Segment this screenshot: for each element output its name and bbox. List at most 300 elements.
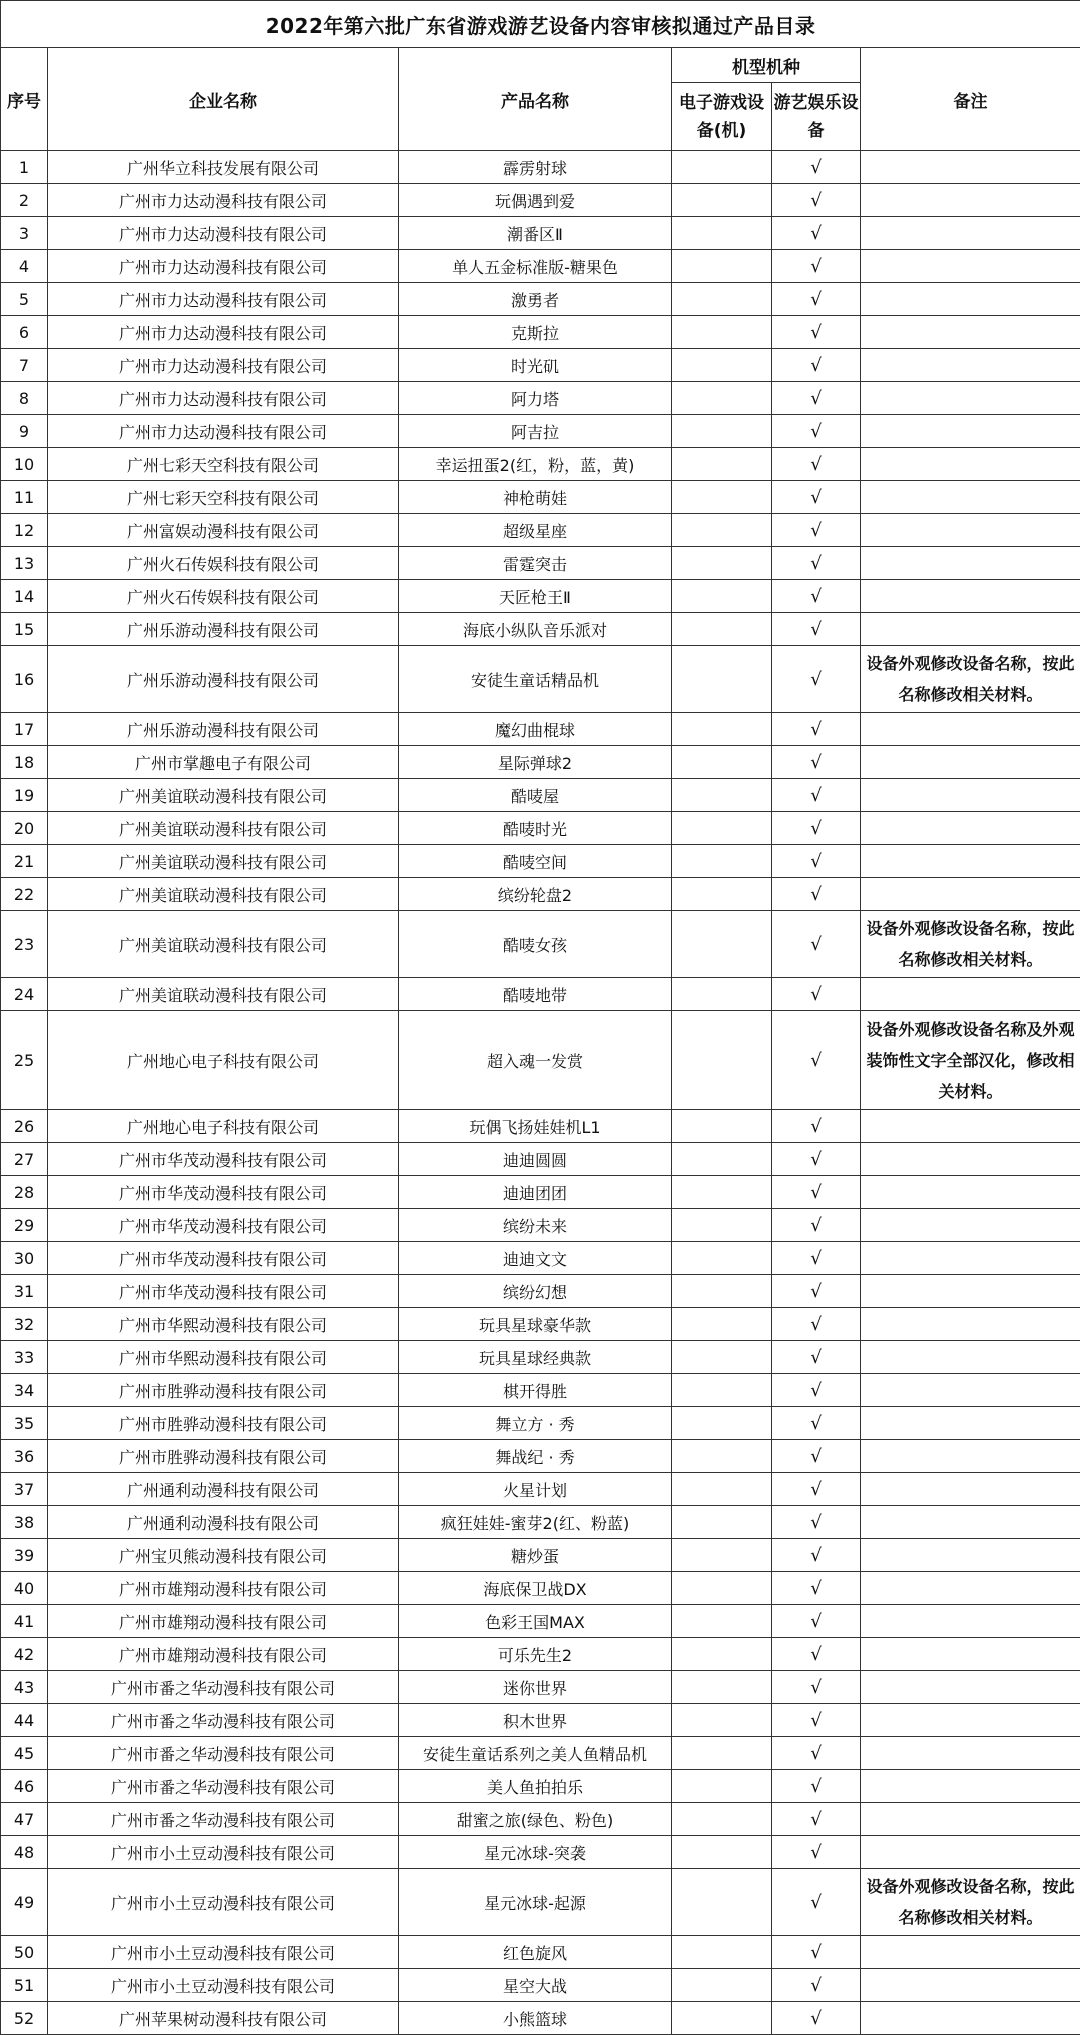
table-row	[1, 1143, 1080, 1176]
row-note	[861, 1110, 1080, 1143]
row-type-electronic	[672, 1704, 772, 1737]
row-seq: 32	[1, 1308, 48, 1341]
table-row	[1, 1440, 1080, 1473]
table-row	[1, 316, 1080, 349]
row-seq: 16	[1, 646, 48, 713]
row-note	[861, 1969, 1080, 2002]
row-type-electronic	[672, 1803, 772, 1836]
row-company: 广州市小土豆动漫科技有限公司	[48, 1936, 399, 1969]
row-product: 雷霆突击	[399, 547, 672, 580]
row-company: 广州市雄翔动漫科技有限公司	[48, 1638, 399, 1671]
header-type-electronic: 电子游戏设备(机)	[672, 83, 772, 151]
row-type-amusement: √	[772, 316, 861, 349]
table-row	[1, 613, 1080, 646]
row-note	[861, 580, 1080, 613]
table-row	[1, 349, 1080, 382]
row-type-electronic	[672, 514, 772, 547]
row-company: 广州市番之华动漫科技有限公司	[48, 1737, 399, 1770]
row-note	[861, 1176, 1080, 1209]
row-type-amusement: √	[772, 1011, 861, 1110]
row-type-electronic	[672, 978, 772, 1011]
header-company: 企业名称	[48, 48, 399, 151]
table-row	[1, 1836, 1080, 1869]
row-note	[861, 448, 1080, 481]
row-type-amusement: √	[772, 217, 861, 250]
table-row	[1, 1803, 1080, 1836]
row-type-amusement: √	[772, 1869, 861, 1936]
row-product: 克斯拉	[399, 316, 672, 349]
row-product: 迷你世界	[399, 1671, 672, 1704]
row-seq: 6	[1, 316, 48, 349]
row-product: 潮番区Ⅱ	[399, 217, 672, 250]
row-company: 广州市华茂动漫科技有限公司	[48, 1242, 399, 1275]
row-company: 广州市雄翔动漫科技有限公司	[48, 1605, 399, 1638]
row-seq: 22	[1, 878, 48, 911]
row-company: 广州市力达动漫科技有限公司	[48, 382, 399, 415]
row-company: 广州美谊联动漫科技有限公司	[48, 911, 399, 978]
row-seq: 2	[1, 184, 48, 217]
row-type-amusement: √	[772, 1572, 861, 1605]
row-type-amusement: √	[772, 349, 861, 382]
row-type-electronic	[672, 448, 772, 481]
row-type-amusement: √	[772, 978, 861, 1011]
row-note	[861, 1506, 1080, 1539]
row-product: 可乐先生2	[399, 1638, 672, 1671]
row-note	[861, 1638, 1080, 1671]
row-type-amusement: √	[772, 1969, 861, 2002]
table-row	[1, 481, 1080, 514]
row-type-amusement: √	[772, 547, 861, 580]
table-row	[1, 978, 1080, 1011]
table-row	[1, 1176, 1080, 1209]
row-seq: 26	[1, 1110, 48, 1143]
row-type-amusement: √	[772, 1407, 861, 1440]
row-type-electronic	[672, 2002, 772, 2035]
row-note	[861, 1936, 1080, 1969]
row-seq: 20	[1, 812, 48, 845]
row-product: 缤纷幻想	[399, 1275, 672, 1308]
row-type-electronic	[672, 217, 772, 250]
row-note: 设备外观修改设备名称，按此名称修改相关材料。	[861, 646, 1080, 713]
row-company: 广州七彩天空科技有限公司	[48, 481, 399, 514]
row-product: 超级星座	[399, 514, 672, 547]
table-row	[1, 1869, 1080, 1936]
table-row	[1, 1605, 1080, 1638]
row-type-electronic	[672, 1770, 772, 1803]
row-seq: 29	[1, 1209, 48, 1242]
row-seq: 51	[1, 1969, 48, 2002]
row-seq: 46	[1, 1770, 48, 1803]
row-note	[861, 250, 1080, 283]
row-company: 广州市胜骅动漫科技有限公司	[48, 1440, 399, 1473]
row-note	[861, 1407, 1080, 1440]
row-product: 玩具星球经典款	[399, 1341, 672, 1374]
row-company: 广州宝贝熊动漫科技有限公司	[48, 1539, 399, 1572]
row-product: 酷唛空间	[399, 845, 672, 878]
row-note	[861, 613, 1080, 646]
row-note	[861, 481, 1080, 514]
row-product: 色彩王国MAX	[399, 1605, 672, 1638]
row-type-amusement: √	[772, 779, 861, 812]
row-type-amusement: √	[772, 1539, 861, 1572]
row-type-electronic	[672, 1473, 772, 1506]
row-type-electronic	[672, 845, 772, 878]
row-note	[861, 845, 1080, 878]
row-type-electronic	[672, 1242, 772, 1275]
row-type-amusement: √	[772, 1242, 861, 1275]
row-type-amusement: √	[772, 1704, 861, 1737]
row-type-amusement: √	[772, 1308, 861, 1341]
row-seq: 7	[1, 349, 48, 382]
row-product: 美人鱼拍拍乐	[399, 1770, 672, 1803]
row-company: 广州市华茂动漫科技有限公司	[48, 1176, 399, 1209]
table-row	[1, 1671, 1080, 1704]
row-type-amusement: √	[772, 1803, 861, 1836]
row-seq: 8	[1, 382, 48, 415]
row-type-electronic	[672, 746, 772, 779]
row-type-electronic	[672, 779, 772, 812]
row-note	[861, 316, 1080, 349]
table-row	[1, 1011, 1080, 1110]
row-seq: 5	[1, 283, 48, 316]
row-seq: 4	[1, 250, 48, 283]
table-row	[1, 250, 1080, 283]
row-company: 广州市力达动漫科技有限公司	[48, 349, 399, 382]
row-type-electronic	[672, 1308, 772, 1341]
row-seq: 31	[1, 1275, 48, 1308]
row-company: 广州市小土豆动漫科技有限公司	[48, 1969, 399, 2002]
row-company: 广州苹果树动漫科技有限公司	[48, 2002, 399, 2035]
row-seq: 42	[1, 1638, 48, 1671]
row-type-amusement: √	[772, 448, 861, 481]
row-note	[861, 151, 1080, 184]
row-product: 舞立方 · 秀	[399, 1407, 672, 1440]
table-row	[1, 415, 1080, 448]
table-row	[1, 812, 1080, 845]
row-type-amusement: √	[772, 514, 861, 547]
row-type-amusement: √	[772, 812, 861, 845]
table-row	[1, 2002, 1080, 2035]
row-type-electronic	[672, 151, 772, 184]
row-company: 广州市番之华动漫科技有限公司	[48, 1803, 399, 1836]
row-type-amusement: √	[772, 481, 861, 514]
table-row	[1, 746, 1080, 779]
row-type-amusement: √	[772, 151, 861, 184]
row-type-amusement: √	[772, 1341, 861, 1374]
table-row	[1, 1539, 1080, 1572]
row-type-electronic	[672, 1572, 772, 1605]
row-company: 广州市华熙动漫科技有限公司	[48, 1308, 399, 1341]
row-product: 疯狂娃娃-蜜芽2(红、粉蓝)	[399, 1506, 672, 1539]
row-note	[861, 1605, 1080, 1638]
row-company: 广州美谊联动漫科技有限公司	[48, 779, 399, 812]
table-row	[1, 646, 1080, 713]
row-note	[861, 1836, 1080, 1869]
row-type-electronic	[672, 812, 772, 845]
row-product: 酷唛屋	[399, 779, 672, 812]
table-row	[1, 911, 1080, 978]
row-company: 广州美谊联动漫科技有限公司	[48, 978, 399, 1011]
table-row	[1, 1506, 1080, 1539]
row-product: 安徒生童话系列之美人鱼精品机	[399, 1737, 672, 1770]
row-seq: 17	[1, 713, 48, 746]
row-company: 广州市力达动漫科技有限公司	[48, 415, 399, 448]
table-row	[1, 1473, 1080, 1506]
row-seq: 37	[1, 1473, 48, 1506]
row-seq: 10	[1, 448, 48, 481]
row-type-electronic	[672, 878, 772, 911]
row-seq: 3	[1, 217, 48, 250]
row-company: 广州火石传娱科技有限公司	[48, 547, 399, 580]
row-company: 广州地心电子科技有限公司	[48, 1110, 399, 1143]
row-product: 酷唛地带	[399, 978, 672, 1011]
table-row	[1, 1737, 1080, 1770]
row-product: 缤纷未来	[399, 1209, 672, 1242]
row-note: 设备外观修改设备名称，按此名称修改相关材料。	[861, 1869, 1080, 1936]
row-type-electronic	[672, 1969, 772, 2002]
row-company: 广州美谊联动漫科技有限公司	[48, 845, 399, 878]
table-row	[1, 547, 1080, 580]
row-note	[861, 1803, 1080, 1836]
row-seq: 43	[1, 1671, 48, 1704]
table-body	[1, 151, 1080, 2035]
row-note: 设备外观修改设备名称，按此名称修改相关材料。	[861, 911, 1080, 978]
row-type-electronic	[672, 1440, 772, 1473]
row-product: 火星计划	[399, 1473, 672, 1506]
row-company: 广州市力达动漫科技有限公司	[48, 283, 399, 316]
row-seq: 30	[1, 1242, 48, 1275]
table-row	[1, 1275, 1080, 1308]
row-product: 激勇者	[399, 283, 672, 316]
row-note	[861, 978, 1080, 1011]
row-type-electronic	[672, 481, 772, 514]
row-seq: 27	[1, 1143, 48, 1176]
row-note	[861, 1737, 1080, 1770]
table-row	[1, 1209, 1080, 1242]
row-type-amusement: √	[772, 1440, 861, 1473]
table-row	[1, 1242, 1080, 1275]
row-note	[861, 382, 1080, 415]
row-type-amusement: √	[772, 845, 861, 878]
row-company: 广州市番之华动漫科技有限公司	[48, 1671, 399, 1704]
row-company: 广州七彩天空科技有限公司	[48, 448, 399, 481]
row-company: 广州美谊联动漫科技有限公司	[48, 878, 399, 911]
row-seq: 45	[1, 1737, 48, 1770]
row-type-amusement: √	[772, 1936, 861, 1969]
row-note	[861, 1473, 1080, 1506]
row-type-electronic	[672, 1110, 772, 1143]
header-type-group: 机型机种	[672, 48, 861, 83]
row-type-electronic	[672, 1176, 772, 1209]
row-type-electronic	[672, 1936, 772, 1969]
row-company: 广州通利动漫科技有限公司	[48, 1506, 399, 1539]
row-note	[861, 1374, 1080, 1407]
table-row	[1, 217, 1080, 250]
row-seq: 23	[1, 911, 48, 978]
row-product: 糖炒蛋	[399, 1539, 672, 1572]
row-company: 广州火石传娱科技有限公司	[48, 580, 399, 613]
table-row	[1, 580, 1080, 613]
row-product: 魔幻曲棍球	[399, 713, 672, 746]
row-note	[861, 1539, 1080, 1572]
row-type-electronic	[672, 1407, 772, 1440]
row-type-amusement: √	[772, 1638, 861, 1671]
row-seq: 49	[1, 1869, 48, 1936]
row-note	[861, 1242, 1080, 1275]
document-title: 2022年第六批广东省游戏游艺设备内容审核拟通过产品目录	[1, 1, 1080, 48]
row-company: 广州市雄翔动漫科技有限公司	[48, 1572, 399, 1605]
row-seq: 18	[1, 746, 48, 779]
table-row	[1, 1110, 1080, 1143]
row-type-amusement: √	[772, 613, 861, 646]
table-row	[1, 151, 1080, 184]
table-row	[1, 283, 1080, 316]
row-seq: 41	[1, 1605, 48, 1638]
row-product: 酷唛时光	[399, 812, 672, 845]
row-company: 广州市华熙动漫科技有限公司	[48, 1341, 399, 1374]
row-seq: 15	[1, 613, 48, 646]
row-company: 广州市胜骅动漫科技有限公司	[48, 1407, 399, 1440]
table-row	[1, 382, 1080, 415]
row-type-electronic	[672, 1275, 772, 1308]
table-row	[1, 1374, 1080, 1407]
row-company: 广州市番之华动漫科技有限公司	[48, 1770, 399, 1803]
row-product: 小熊篮球	[399, 2002, 672, 2035]
row-seq: 11	[1, 481, 48, 514]
table-row	[1, 1407, 1080, 1440]
row-type-electronic	[672, 547, 772, 580]
row-company: 广州市力达动漫科技有限公司	[48, 184, 399, 217]
row-type-electronic	[672, 646, 772, 713]
row-type-electronic	[672, 382, 772, 415]
row-type-electronic	[672, 1605, 772, 1638]
row-company: 广州市力达动漫科技有限公司	[48, 316, 399, 349]
row-seq: 19	[1, 779, 48, 812]
table-row	[1, 713, 1080, 746]
row-seq: 44	[1, 1704, 48, 1737]
row-type-amusement: √	[772, 1605, 861, 1638]
row-note	[861, 1572, 1080, 1605]
row-type-electronic	[672, 283, 772, 316]
table-row	[1, 779, 1080, 812]
row-product: 幸运扭蛋2(红，粉，蓝，黄)	[399, 448, 672, 481]
row-type-amusement: √	[772, 1671, 861, 1704]
row-type-amusement: √	[772, 283, 861, 316]
row-product: 单人五金标准版-糖果色	[399, 250, 672, 283]
row-type-amusement: √	[772, 1473, 861, 1506]
row-seq: 40	[1, 1572, 48, 1605]
table-row	[1, 1341, 1080, 1374]
row-company: 广州美谊联动漫科技有限公司	[48, 812, 399, 845]
row-type-electronic	[672, 911, 772, 978]
row-product: 积木世界	[399, 1704, 672, 1737]
row-note: 设备外观修改设备名称及外观装饰性文字全部汉化，修改相关材料。	[861, 1011, 1080, 1110]
row-seq: 48	[1, 1836, 48, 1869]
row-type-electronic	[672, 316, 772, 349]
row-company: 广州乐游动漫科技有限公司	[48, 713, 399, 746]
row-type-amusement: √	[772, 713, 861, 746]
row-seq: 47	[1, 1803, 48, 1836]
row-note	[861, 283, 1080, 316]
row-company: 广州市力达动漫科技有限公司	[48, 217, 399, 250]
row-type-amusement: √	[772, 2002, 861, 2035]
table-row	[1, 878, 1080, 911]
row-company: 广州市华茂动漫科技有限公司	[48, 1143, 399, 1176]
row-type-electronic	[672, 250, 772, 283]
table-row	[1, 1308, 1080, 1341]
row-type-amusement: √	[772, 415, 861, 448]
row-type-electronic	[672, 613, 772, 646]
row-seq: 39	[1, 1539, 48, 1572]
row-type-electronic	[672, 1836, 772, 1869]
row-seq: 13	[1, 547, 48, 580]
row-product: 阿吉拉	[399, 415, 672, 448]
header-product: 产品名称	[399, 48, 672, 151]
row-product: 缤纷轮盘2	[399, 878, 672, 911]
row-type-amusement: √	[772, 1176, 861, 1209]
table-row	[1, 1704, 1080, 1737]
row-type-amusement: √	[772, 1110, 861, 1143]
row-product: 星空大战	[399, 1969, 672, 2002]
row-company: 广州乐游动漫科技有限公司	[48, 646, 399, 713]
row-company: 广州富娱动漫科技有限公司	[48, 514, 399, 547]
row-note	[861, 2002, 1080, 2035]
row-type-amusement: √	[772, 184, 861, 217]
row-seq: 34	[1, 1374, 48, 1407]
row-note	[861, 514, 1080, 547]
table-row	[1, 845, 1080, 878]
row-type-amusement: √	[772, 878, 861, 911]
row-product: 神枪萌娃	[399, 481, 672, 514]
row-type-electronic	[672, 713, 772, 746]
row-product: 甜蜜之旅(绿色、粉色)	[399, 1803, 672, 1836]
row-type-electronic	[672, 184, 772, 217]
row-product: 天匠枪王Ⅱ	[399, 580, 672, 613]
row-type-amusement: √	[772, 1275, 861, 1308]
row-note	[861, 1275, 1080, 1308]
row-type-amusement: √	[772, 382, 861, 415]
row-type-amusement: √	[772, 580, 861, 613]
row-product: 星元冰球-突袭	[399, 1836, 672, 1869]
row-company: 广州市胜骅动漫科技有限公司	[48, 1374, 399, 1407]
row-company: 广州乐游动漫科技有限公司	[48, 613, 399, 646]
row-note	[861, 1209, 1080, 1242]
row-product: 红色旋风	[399, 1936, 672, 1969]
row-type-electronic	[672, 1143, 772, 1176]
row-seq: 14	[1, 580, 48, 613]
row-type-amusement: √	[772, 1209, 861, 1242]
row-company: 广州市华茂动漫科技有限公司	[48, 1209, 399, 1242]
table-row	[1, 1572, 1080, 1605]
row-company: 广州市掌趣电子有限公司	[48, 746, 399, 779]
row-type-amusement: √	[772, 1374, 861, 1407]
row-type-electronic	[672, 1737, 772, 1770]
row-note	[861, 1440, 1080, 1473]
table-row	[1, 1638, 1080, 1671]
row-seq: 35	[1, 1407, 48, 1440]
row-product: 安徒生童话精品机	[399, 646, 672, 713]
row-note	[861, 779, 1080, 812]
row-product: 星元冰球-起源	[399, 1869, 672, 1936]
row-type-amusement: √	[772, 1836, 861, 1869]
row-type-electronic	[672, 1506, 772, 1539]
row-seq: 28	[1, 1176, 48, 1209]
row-company: 广州市华茂动漫科技有限公司	[48, 1275, 399, 1308]
row-product: 迪迪文文	[399, 1242, 672, 1275]
row-seq: 33	[1, 1341, 48, 1374]
row-note	[861, 1770, 1080, 1803]
row-type-electronic	[672, 1869, 772, 1936]
